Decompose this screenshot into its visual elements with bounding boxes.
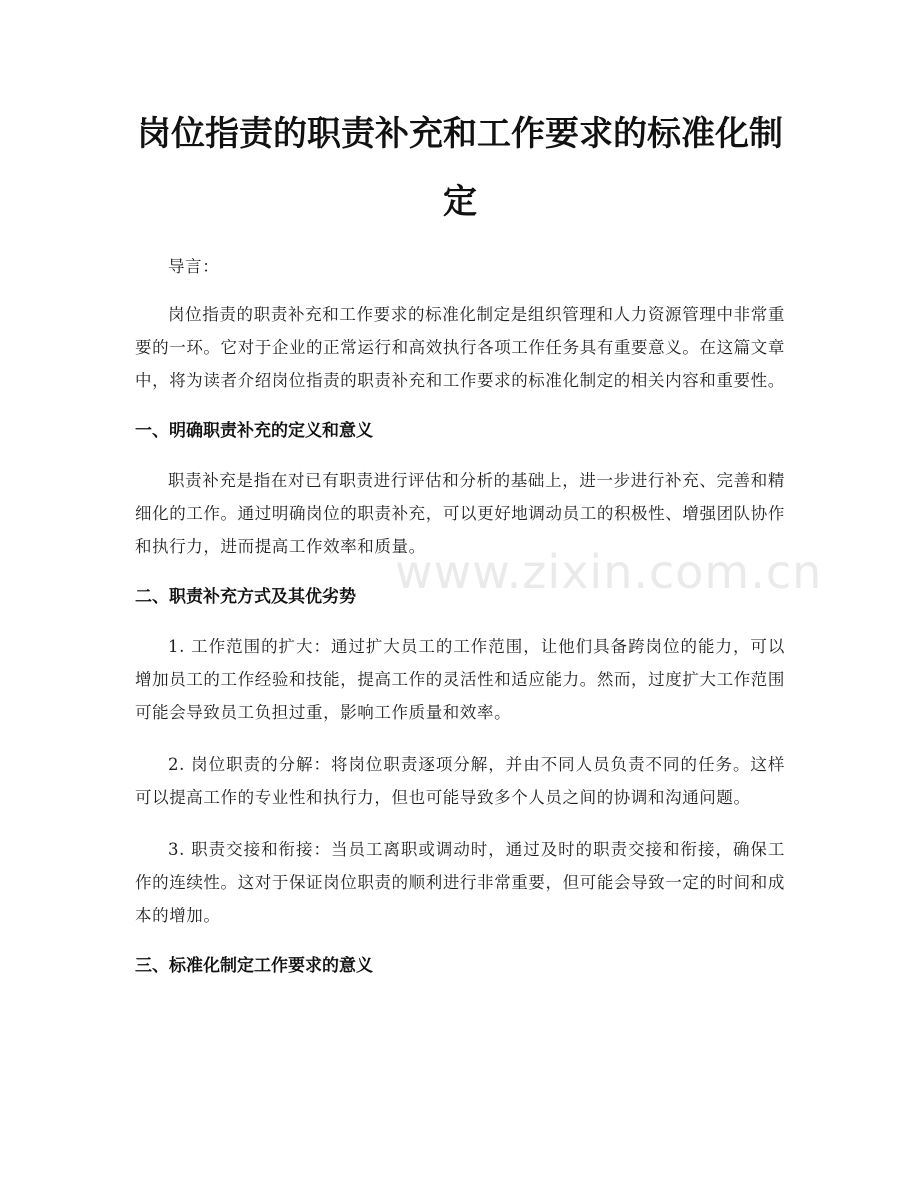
document-title: 岗位指责的职责补充和工作要求的标准化制定 (137, 114, 783, 222)
watermark-text: www.zixin.com.cn (395, 545, 823, 599)
section-2-item-2: 2. 岗位职责的分解：将岗位职责逐项分解，并由不同人员负责不同的任务。这样可以提高工作的专业性和执行力，但也可能导致多个人员之间的协调和沟通问题。 (135, 755, 785, 807)
section-heading-2: 二、职责补充方式及其优劣势 (135, 587, 356, 607)
section-2-item-1: 1. 工作范围的扩大：通过扩大员工的工作范围，让他们具备跨岗位的能力，可以增加员工的工作经验和技能，提高工作的灵活性和适应能力。然而，过度扩大工作范围可能会导致员工负担过重，影响工作质量和效率。 (135, 637, 785, 722)
section-2-item-3: 3. 职责交接和衔接：当员工离职或调动时，通过及时的职责交接和衔接，确保工作的连续性。这对于保证岗位职责的顺利进行非常重要，但可能会导致一定的时间和成本的增加。 (135, 840, 785, 925)
section-heading-1: 一、明确职责补充的定义和意义 (135, 421, 373, 441)
intro-label: 导言： (168, 257, 220, 276)
intro-paragraph: 岗位指责的职责补充和工作要求的标准化制定是组织管理和人力资源管理中非常重要的一环。它对于企业的正常运行和高效执行各项工作任务具有重要意义。在这篇文章中，将为读者介绍岗位指责的职责补充和工作要求的标准化制定的相关内容和重要性。 (135, 305, 785, 390)
document-body (135, 250, 785, 999)
section-1-paragraph: 职责补充是指在对已有职责进行评估和分析的基础上，进一步进行补充、完善和精细化的工作。通过明确岗位的职责补充，可以更好地调动员工的积极性、增强团队协作和执行力，进而提高工作效率和质量。 (135, 471, 785, 556)
section-heading-3: 三、标准化制定工作要求的意义 (135, 956, 373, 976)
